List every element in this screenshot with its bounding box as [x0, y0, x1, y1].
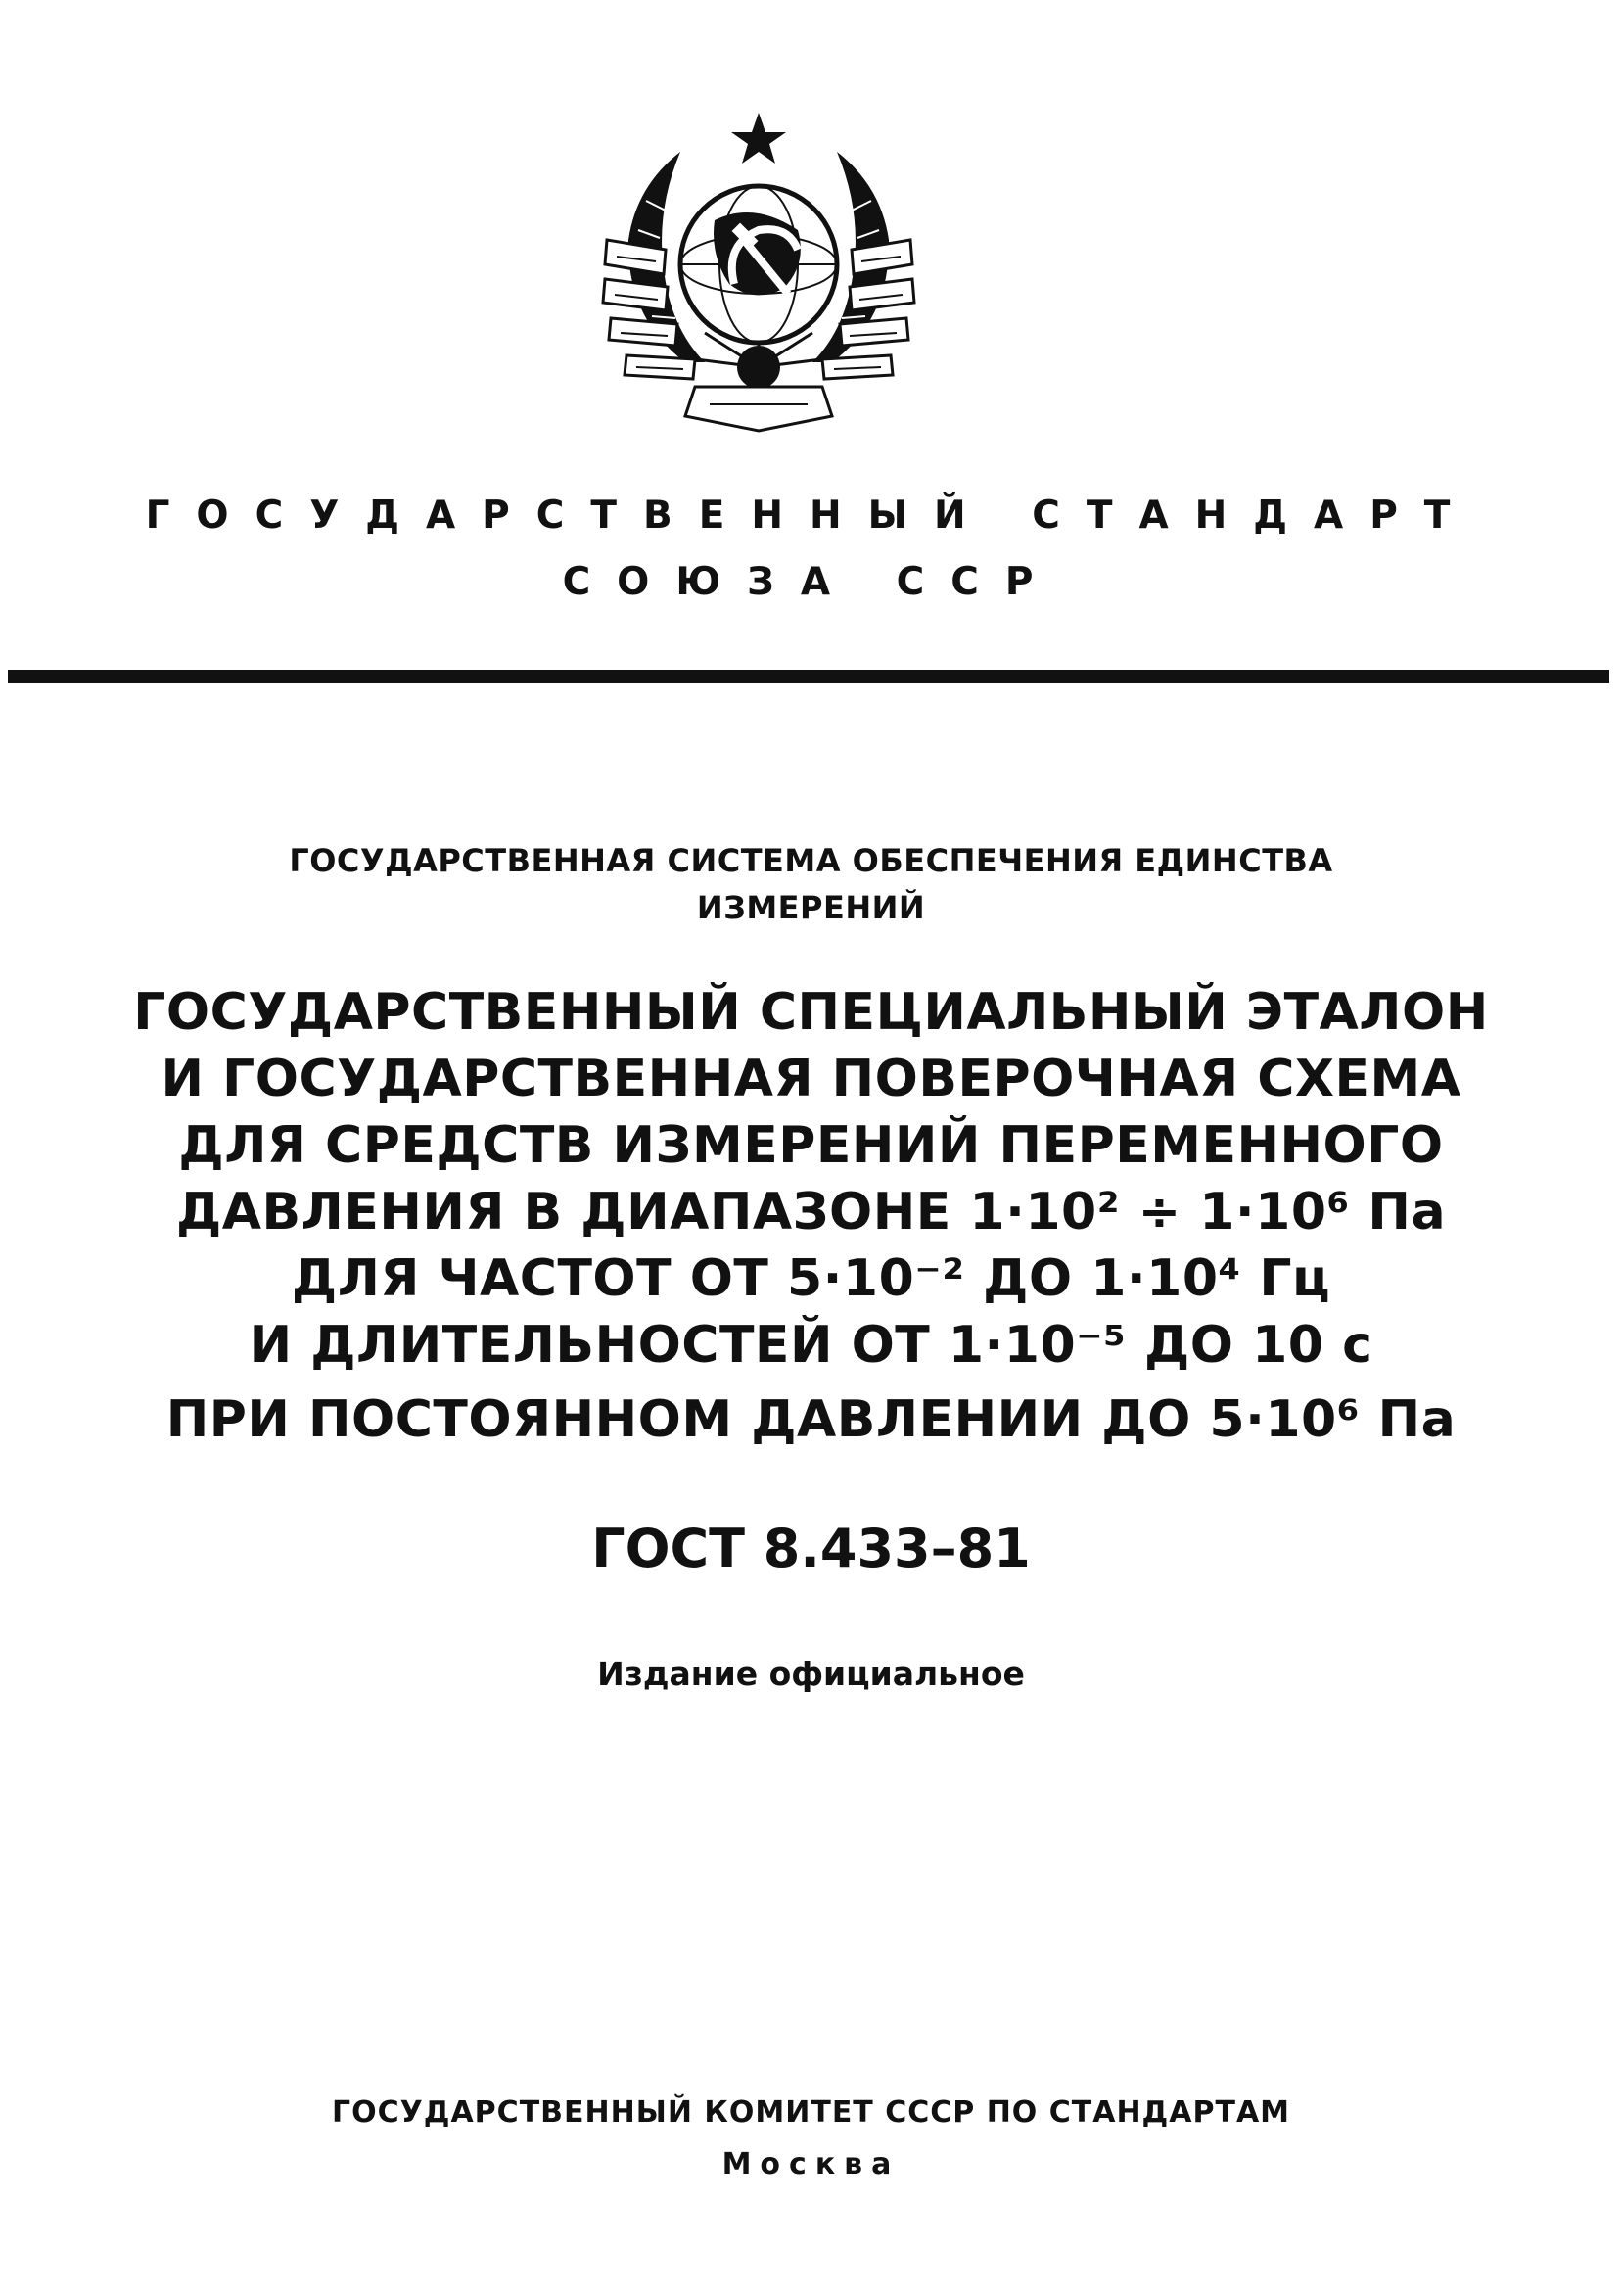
header-standard-line: ГОСУДАРСТВЕННЫЙ СТАНДАРТ	[145, 493, 1477, 538]
document-title-line: И ГОСУДАРСТВЕННАЯ ПОВЕРОЧНАЯ СХЕМА	[161, 1050, 1461, 1108]
ussr-emblem-icon	[587, 93, 930, 445]
header-union-line: СОЮЗА ССР	[562, 560, 1060, 604]
edition-note: Издание официальное	[597, 1655, 1025, 1693]
series-title-line: ИЗМЕРЕНИЙ	[696, 889, 926, 926]
document-title-line: И ДЛИТЕЛЬНОСТЕЙ ОТ 1·10⁻⁵ ДО 10 с	[249, 1316, 1373, 1375]
publisher-name: ГОСУДАРСТВЕННЫЙ КОМИТЕТ СССР ПО СТАНДАРТАМ	[331, 2095, 1291, 2130]
series-title-line: ГОСУДАРСТВЕННАЯ СИСТЕМА ОБЕСПЕЧЕНИЯ ЕДИНСТВА	[289, 842, 1333, 879]
series-title	[0, 837, 1622, 931]
document-title-line: ПРИ ПОСТОЯННОМ ДАВЛЕНИИ ДО 5·10⁶ Па	[165, 1390, 1457, 1449]
horizontal-rule	[8, 670, 1609, 683]
document-title-line: ДЛЯ ЧАСТОТ ОТ 5·10⁻² ДО 1·10⁴ Гц	[291, 1249, 1331, 1308]
document-title-line: ДЛЯ СРЕДСТВ ИЗМЕРЕНИЙ ПЕРЕМЕННОГО	[178, 1116, 1444, 1175]
document-title-line: ГОСУДАРСТВЕННЫЙ СПЕЦИАЛЬНЫЙ ЭТАЛОН	[133, 983, 1489, 1042]
publisher-city: Москва	[721, 2147, 901, 2181]
gost-designation: ГОСТ 8.433–81	[591, 1518, 1031, 1579]
document-title-line: ДАВЛЕНИЯ В ДИАПАЗОНЕ 1·10² ÷ 1·10⁶ Па	[175, 1183, 1447, 1242]
document-title	[0, 979, 1622, 1453]
